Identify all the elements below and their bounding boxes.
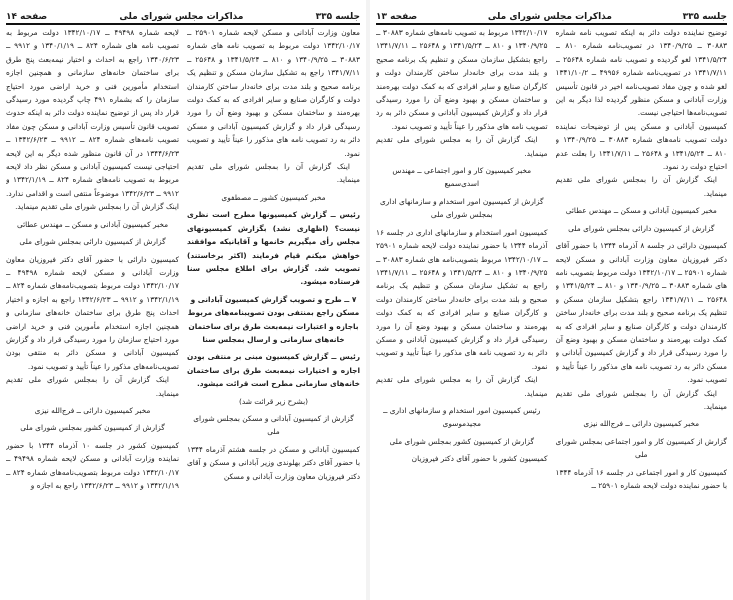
session-number: جلسه ۳۳۵ (315, 12, 360, 22)
page-number: صفحه ۱۴ (6, 12, 48, 22)
page-number: صفحه ۱۳ (376, 12, 418, 22)
left-page (0, 0, 366, 600)
section-heading: گزارش از کمیسیون کار و امور اجتماعی بمجلس شورای ملی (555, 436, 727, 460)
paragraph: معاون وزارت آبادانی و مسکن لایحه شماره ۲۵۹۰۱ ــ ۱۳۴۲/۱۰/۱۷ دولت مربوط به تصویب نامه های شماره ۳۰۸۸۳ ــ ۱۳۴۰/۹/۲۵ و ۸۱۰ ــ ۱۳۴۱/۵/۲۴ و ۲۵۶۴۸ ــ ۱۳۴۱/۷/۱۱ راجع به تشکیل سازمان مسکن و تنظیم یک برنامه صحیح و بلند مدت برای خانه‌دار ساختن کارمندان دولت و کارگران صنایع و سایر افرادی که به کمک دولت بهره‌مند و ساختمان مسکن و بهبود وضع آن را مورد رسیدگی قرار داد و گزارش کمیسیون آبادانی و مسکن دائر به رد تصویب نامه های مذکور را عیناً تأیید و تصویب نمود. (187, 28, 360, 158)
paragraph: کمیسیون امور استخدام و سازمانهای اداری در جلسه ۱۶ آذرماه ۱۳۴۴ با حضور نماینده دولت لایحه شماره ۲۵۹۰۱ ــ ۱۳۴۲/۱۰/۱۷ مربوط بتصویب‌نامه های شماره ۳۰۸۸۳ ــ ۱۳۴۰/۹/۲۵ و ۸۱۰ ــ ۱۳۴۱/۵/۲۴ و ۲۵۶۴۸ ــ ۱۳۴۱/۷/۱۱ راجع به تشکیل سازمان مسکن و تنظیم یک برنامه صحیح و بلند مدت برای خانه‌دار ساختن کارمندان دولت و کارگران صنایع و سایر افرادی که به کمک دولت بهره‌مند و ساختمان مسکن و بهبود وضع آن را مورد رسیدگی قرار داد و گزارش کمیسیون آبادانی و مسکن دائر به رد تصویب نامه های مذکور را عیناً تأیید و تصویب نمود. (376, 227, 548, 371)
paragraph: ۱۳۴۲/۱۰/۱۷ مربوط به تصویب نامه‌های شماره ۳۰۸۸۳ ــ ۱۳۴۰/۹/۲۵ و ۸۱۰ ــ ۱۳۴۱/۵/۲۴ و ۲۵۶۴۸ ــ ۱۳۴۱/۷/۱۱ راجع بتشکیل سازمان مسکن و تنظیم یک برنامه صحیح و بلند مدت برای خانه‌دار ساختن کارمندان دولت و کارگران صنایع و سایر افرادی که به کمک دولت بهره‌مند و ساختمان مسکن و بهبود وضع آن را مورد رسیدگی قرار داد و گزارش کمیسیون آبادانی و مسکن دائر به رد تصویب نامه های مذکور را عیناً تأیید و تصویب نمود. (376, 28, 548, 131)
left-page-column-right (187, 26, 360, 596)
paragraph: کمیسیون کشور با حضور آقای دکتر فیروزیان (411, 454, 548, 464)
section-heading: گزارش از کمیسیون دارائی بمجلس شورای ملی (19, 237, 166, 247)
speaker-statement: رئیس ــ گزارش کمیسیونها مطرح است نظری نیست؟ (اظهاری نشد) بگزارش کمیسیونهای مجلس رأی میگیریم خانمها و آقایانیکه موافقند خواهش میکنم قیام فرمایند (اکثر برخاستند) تصویب شد. گزارش برای اطلاع مجلس سنا فرستاده میشود. (187, 210, 360, 287)
left-page-column-left (6, 26, 179, 596)
closing-line: اینک گزارش آن را بمجلس شورای ملی تقدیم مینماید. (555, 175, 727, 198)
section-heading: مخبر کمیسیون دارائی ــ فرج‌الله نیزی (583, 419, 700, 429)
right-page-header (376, 6, 727, 25)
section-heading: گزارش از کمیسیون کشور بمجلس شورای ملی (20, 423, 165, 433)
section-heading: مخبر کمیسیون دارائی ــ فرج‌الله نیزی (34, 405, 151, 415)
right-page-column-left (376, 26, 548, 596)
paragraph: کمیسیون آبادانی و مسکن در جلسه هشتم آذرماه ۱۳۴۴ با حضور آقای دکتر بهلوندی وزیر آبادانی و مسکن و آقای دکتر فیروزیان معاون وزارت آبادانی و مسکن (187, 444, 360, 481)
right-page (370, 0, 733, 600)
agenda-item-title: ۷ ــ طرح و تصویب گزارش کمیسیون آبادانی و مسکن راجع بمنتفی بودن تصویبنامه‌های مربوط باجازه و اعتبارات نیمه‌بعث طرق برای ساختمان خانه‌های سازمانی و ارسال بمجلس سنا (187, 294, 360, 344)
paragraph: کمیسیون دارائی در جلسه ۸ آذرماه ۱۳۴۴ با حضور آقای دکتر فیروزیان معاون وزارت آبادانی و مسکن لایحه شماره ۲۵۹۰۱ ــ ۱۳۴۲/۱۰/۱۷ دولت مربوط بتصویب نامه های شماره ۳۰۸۸۳ ــ ۱۳۴۰/۹/۲۵ و ۸۱۰ ــ ۱۳۴۱/۵/۲۴ و ۲۵۶۴۸ ــ ۱۳۴۱/۷/۱۱ راجع بتشکیل سازمان مسکن و تنظیم یک برنامه صحیح و بلند مدت برای خانه‌دار ساختن کارمندان دولت و کارگران صنایع و سایر افرادی که به کمک دولت بهره‌مند و ساختمان مسکن و بهبود وضع آن را مورد رسیدگی قرار داد و گزارش کمیسیون آبادانی و مسکن دائر به رد تصویب نامه های مذکور را عیناً تأیید و تصویب نمود. (555, 241, 727, 385)
session-number: جلسه ۳۳۵ (682, 12, 727, 22)
section-heading: مخبر کمیسیون آبادانی و مسکن ــ مهندس عطائی (16, 219, 169, 229)
section-heading: مخبر کمیسیون آبادانی و مسکن ــ مهندس عطائی (565, 206, 717, 216)
left-page-header (6, 6, 360, 25)
paragraph: کمیسیون کار و امور اجتماعی در جلسه ۱۶ آذرماه ۱۳۴۴ با حضور نماینده دولت لایحه شماره ۲۵۹۰۱ ــ (555, 467, 727, 490)
section-heading: گزارش از کمیسیون کشور بمجلس شورای ملی (389, 436, 534, 446)
closing-line: اینک گزارش آن را به مجلس شورای ملی تقدیم مینماید. (376, 375, 548, 398)
section-heading: رئیس کمیسیون امور استخدام و سازمانهای اداری ــ مجیدموسوی (383, 405, 541, 429)
section-heading: گزارش از کمیسیون دارائی بمجلس شورای ملی (568, 223, 715, 233)
paragraph: لایحه شماره ۴۹۴۹۸ ــ ۱۳۴۲/۱۰/۱۷ دولت مربوط به تصویب نامه های شماره ۸۲۴ ــ ۱۳۴۰/۱/۱۹ و ۹۹۱۲ ــ ۱۳۴۰/۶/۲۳ راجع به احداث و اختیار نیمه‌بعث پنج طرق برای ساختمان خانه‌های سازمانی و همچنین اجازه استخدام مأمورین فنی و خرید اراضی مورد احتیاج سازمان را که بشماره ۴۹۱ چاپ گردیده مورد رسیدگی قرار داد پس از توضیح نماینده دولت دائر به اینکه حدوث تصویب قانون تأسیس وزارت آبادانی و مسکن چون مفاد تصویب نامه‌های شماره ۸۲۴ ــ ۹۹۱۲ ــ ۱۳۴۲/۶/۲۳ ــ ۱۳۴۴/۶/۲۳ در آن قانون منظور شده دیگر به این لایحه احتیاجی نیست کمیسیون آبادانی و مسکن نظر داد لایحه مربوط به تصویب نامه‌های شماره ۸۲۴ ــ ۱۳۴۲/۱/۱۹ و ۹۹۱۲ ــ ۱۳۴۲/۶/۲۳ موضوعاً منتفی است و اقدامی ندارد. اینک گزارش آن را بمجلس شورای ملی تقدیم مینماید. (6, 28, 179, 212)
closing-line: اینک گزارش آن را بمجلس شورای ملی تقدیم مینماید. (555, 388, 727, 411)
section-heading: گزارش از کمیسیون آبادانی و مسکن بمجلس شورای ملی (193, 413, 354, 437)
closing-line: اینک گزارش آن را بمجلس شورای ملی تقدیم مینماید. (187, 162, 360, 185)
paragraph: کمیسیون دارائی با حضور آقای دکتر فیروزیان معاون وزارت آبادانی و مسکن لایحه شماره ۴۹۴۹۸ ــ ۱۳۴۲/۱۰/۱۷ دولت مربوط بتصویب‌نامه‌های شماره ۸۲۴ ــ ۱۳۴۲/۱/۱۹ و ۹۹۱۲ ــ ۱۳۴۲/۶/۲۳ راجع به اجازه و اختیار احداث پنج طرق برای ساختمان خانه‌های سازمانی و همچنین اجازه استخدام مأمورین فنی و خرید اراضی مورد احتیاج سازمان را مورد رسیدگی قرار داد و گزارش کمیسیون آبادانی و مسکن دائر به منتفی بودن تصویب‌نامه‌های مذکور را عیناً تأیید و تصویب نمود. (6, 254, 179, 371)
paragraph: توضیح نماینده دولت دائر به اینکه تصویب نامه شماره ۳۰۸۸۳ ــ ۱۳۴۰/۹/۲۵ در تصویب‌نامه شماره ۸۱۰ ــ ۱۳۴۱/۵/۲۴ لغو گردیده و تصویب نامه شماره ۲۵۶۴۸ ــ ۱۳۴۱/۷/۱۱ در تصویب‌نامه شماره ۴۹۹۵۶ ــ ۱۳۴۱/۱۰/۲ لغو شده و چون مفاد تصویب‌نامه اخیر در قانون تأسیس وزارت آبادانی و مسکن منظور گردیده لذا دیگر به این تصویب‌نامه‌ها احتیاجی نیست. (555, 28, 727, 118)
closing-line: اینک گزارش آن را به مجلس شورای ملی تقدیم مینماید. (376, 135, 548, 158)
section-heading: گزارش از کمیسیون امور استخدام و سازمانهای اداری بمجلس شورای ملی (379, 196, 544, 220)
closing-line: اینک گزارش آن را بمجلس شورای ملی تقدیم مینماید. (6, 375, 179, 398)
publication-title: مذاکرات مجلس شورای ملی (487, 12, 612, 22)
section-heading: مخبر کمیسیون کشور ــ مصطفوی (221, 192, 326, 202)
right-page-column-right (556, 26, 728, 596)
paragraph: کمیسیون آبادانی و مسکن پس از توضیحات نماینده دولت تصویب نامه‌های شماره ۳۰۸۸۳ ــ ۱۳۴۰/۹/۲۵ و ۸۱۰ ــ ۱۳۴۱/۵/۲۴ و ۲۵۶۴۸ ــ ۱۳۴۱/۷/۱۱ را بعلت عدم احتیاج دولت رد نمود. (555, 121, 727, 172)
paragraph: کمیسیون کشور در جلسه ۱۰ آذرماه ۱۳۴۴ با حضور نماینده وزارت آبادانی و مسکن لایحه شماره ۴۹۴۹۸ ــ ۱۳۴۲/۱۰/۱۷ دولت مربوط بتصویب‌نامه‌های شماره ۸۲۴ ــ ۱۳۴۲/۱/۱۹ و ۹۹۱۲ ــ ۱۳۴۲/۶/۲۳ راجع به اجازه و (6, 440, 179, 490)
section-heading: مخبر کمیسیون کار و امور اجتماعی ــ مهندس اسدی‌سمیع (392, 166, 532, 189)
publication-title: مذاکرات مجلس شورای ملی (119, 12, 244, 22)
speaker-statement: رئیس ــ گزارش کمیسیون مبنی بر منتفی بودن اجازه و اختیارات نیمه‌بعث طرق برای ساختمان خانه‌های سازمانی مطرح است قرائت میشود. (187, 352, 360, 389)
section-heading: (بشرح زیر قرائت شد) (238, 396, 309, 406)
